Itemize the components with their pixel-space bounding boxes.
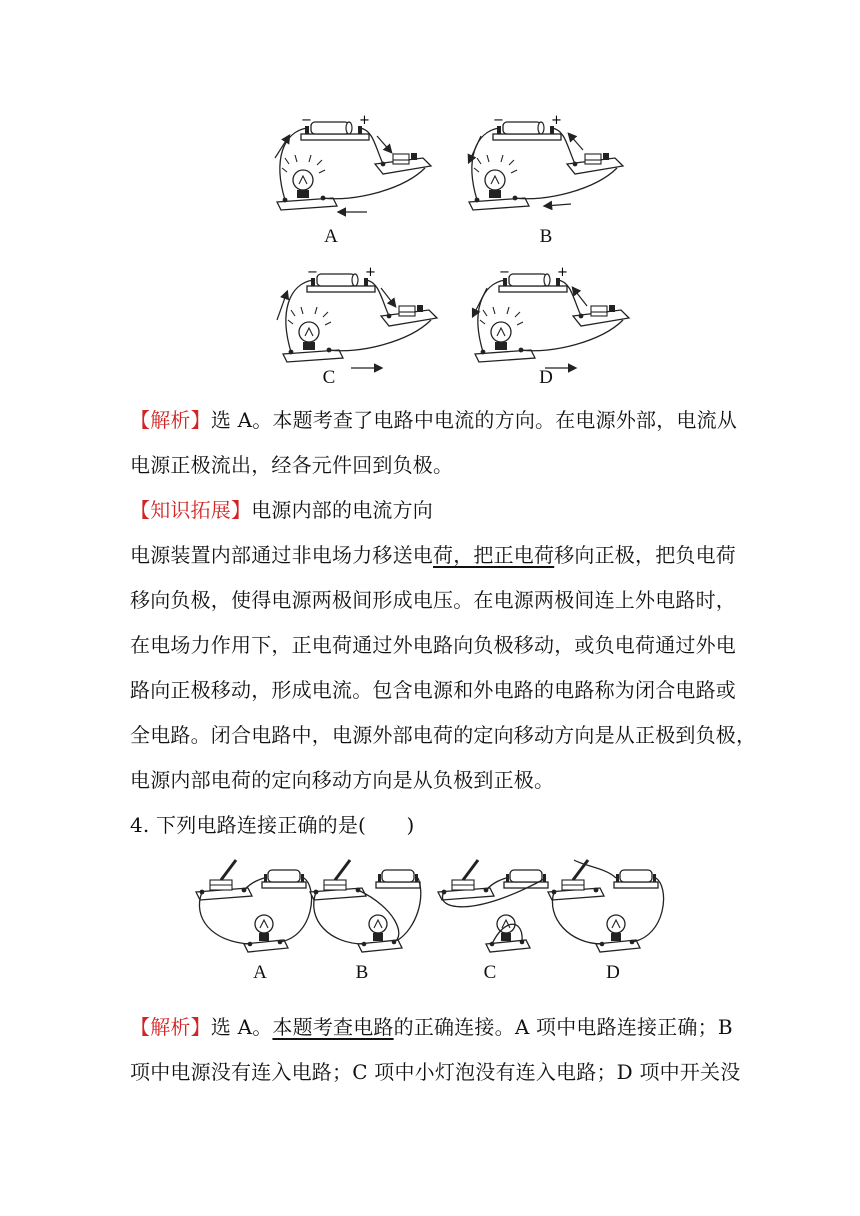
circuit-bottom-c — [438, 860, 548, 952]
circuit-d — [473, 265, 629, 368]
plus-sign: + — [359, 113, 370, 128]
circuit-figure-top — [255, 112, 615, 402]
circuit-bottom-b — [310, 860, 421, 952]
underlined-phrase: 荷，把正电荷 — [433, 543, 555, 567]
svg-text:+: + — [365, 265, 376, 280]
label-b-top: B — [539, 226, 553, 247]
extension-title: 电源内部的电流方向 — [251, 498, 434, 522]
extension-line-3: 在电场力作用下，正电荷通过外电路向负极移动，或负电荷通过外电 — [130, 633, 736, 657]
circuit-bottom-a — [196, 860, 312, 952]
analysis-line-1: 【解析】选 A。本题考查了电路中电流的方向。在电源外部，电流从 — [130, 408, 738, 432]
label-d-bottom: D — [606, 962, 620, 983]
circuit-figure-bottom — [192, 858, 652, 958]
svg-text:+: + — [551, 113, 562, 128]
label-d-top: D — [539, 367, 553, 388]
minus-sign: − — [301, 113, 312, 128]
circuit-a — [275, 113, 431, 212]
circuit-b — [469, 113, 623, 210]
label-a-top: A — [324, 226, 338, 247]
extension-line-5: 全电路。闭合电路中，电源外部电荷的定向移动方向是从正极到负极， — [130, 723, 757, 747]
extension-heading — [130, 494, 740, 526]
svg-text:−: − — [307, 265, 318, 280]
svg-text:+: + — [557, 265, 568, 280]
label-a-bottom: A — [253, 962, 267, 983]
q4-analysis-tag: 【解析】 — [130, 1015, 211, 1039]
extension-line-4: 路向正极移动，形成电流。包含电源和外电路的电路称为闭合电路或 — [130, 678, 736, 702]
analysis-tag: 【解析】 — [130, 408, 211, 432]
extension-line-1: 电源装置内部通过非电场力移送电荷，把正电荷移向正极，把负电荷 — [130, 543, 737, 567]
q4-underlined-phrase: 本题考查电路 — [272, 1015, 394, 1039]
extension-line-2: 移向负极，使得电源两极间形成电压。在电源两极间连上外电路时， — [130, 588, 736, 612]
label-c-top: C — [322, 367, 336, 388]
circuit-bottom-d — [548, 860, 664, 952]
svg-text:−: − — [493, 113, 504, 128]
label-c-bottom: C — [483, 962, 497, 983]
question-4: 4. 下列电路连接正确的是( ) — [130, 813, 415, 837]
label-b-bottom: B — [355, 962, 369, 983]
extension-line-6: 电源内部电荷的定向移动方向是从负极到正极。 — [130, 768, 555, 792]
extension-tag: 【知识拓展】 — [130, 498, 252, 522]
svg-text:−: − — [499, 265, 510, 280]
q4-analysis-line-2: 项中电源没有连入电路；C 项中小灯泡没有连入电路；D 项中开关没 — [130, 1060, 741, 1084]
q4-analysis-line-1: 【解析】选 A。本题考查电路的正确连接。A 项中电路连接正确；B — [130, 1015, 733, 1039]
circuit-c — [277, 265, 437, 368]
analysis-line-2: 电源正极流出，经各元件回到负极。 — [130, 453, 454, 477]
